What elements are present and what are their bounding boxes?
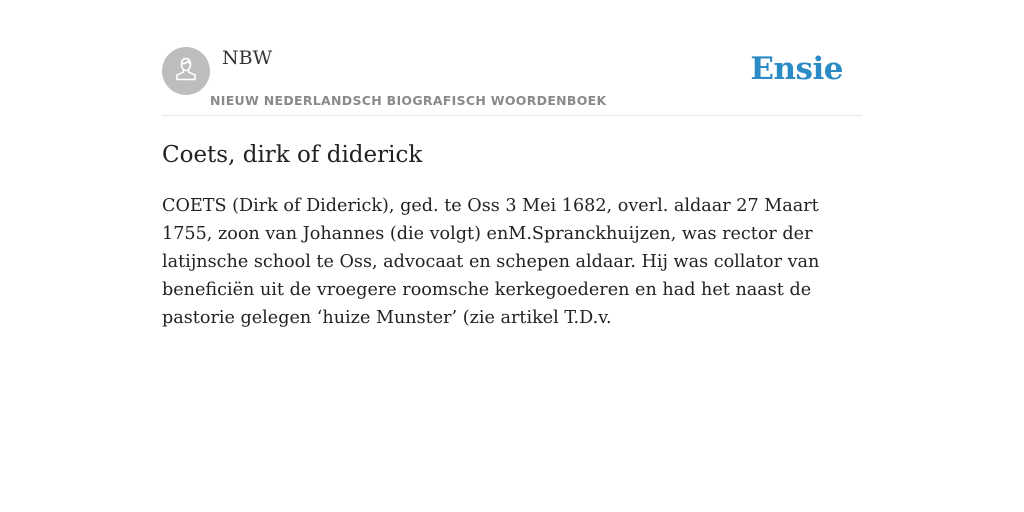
source-avatar[interactable] xyxy=(162,47,210,95)
ensie-logo[interactable]: Ensie xyxy=(750,51,843,87)
article-title: Coets, dirk of diderick xyxy=(162,142,423,168)
user-icon xyxy=(171,54,201,89)
source-name[interactable]: NBW xyxy=(222,47,273,69)
source-full-name: NIEUW NEDERLANDSCH BIOGRAFISCH WOORDENBOEK xyxy=(210,93,607,108)
source-header xyxy=(162,0,862,116)
article-body: COETS (Dirk of Diderick), ged. te Oss 3 Mei 1682, overl. aldaar 27 Maart 1755, zoon van Johannes (die volgt) enM.Spranckhuijzen, was rector der latijnsche school te Oss, advocaat en schepen aldaar. Hij was collator van beneficiën uit de vroegere roomsche kerkegoederen en had het naast de pastorie gelegen ‘huize Munster’ (zie artikel T.D.v. xyxy=(162,196,820,328)
